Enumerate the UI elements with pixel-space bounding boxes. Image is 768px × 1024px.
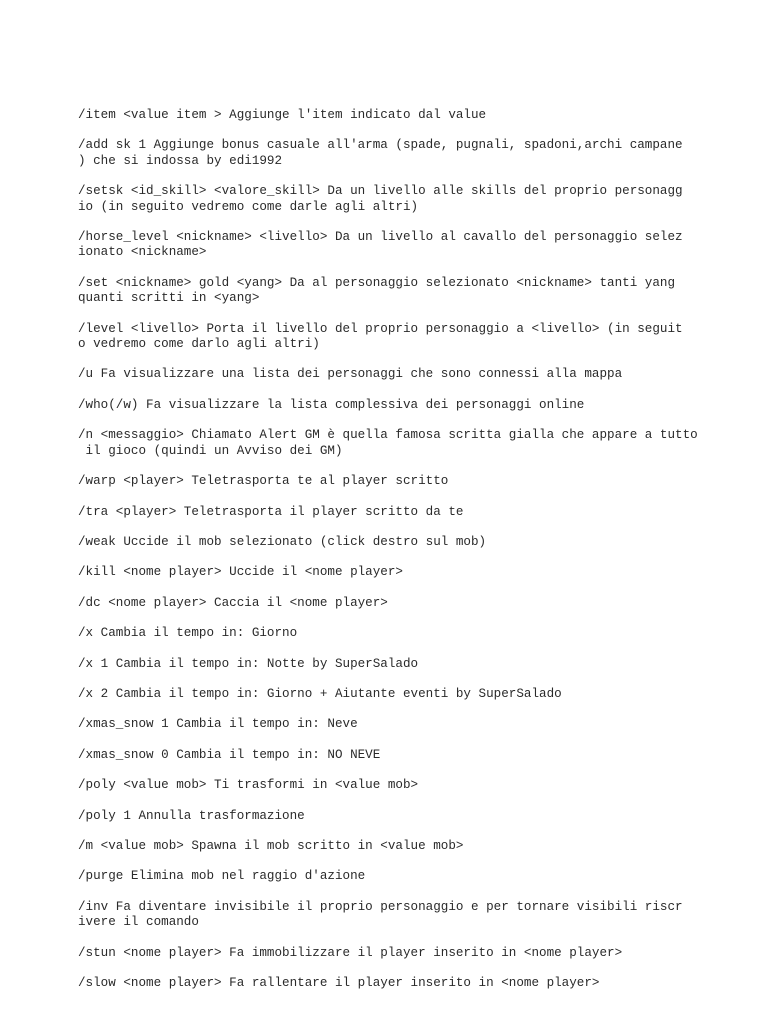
command-list — [78, 108, 718, 1006]
command-set-gold: /set <nickname> gold <yang> Da al personaggio selezionato <nickname> tanti yang quanti scritti in <yang> — [78, 275, 676, 306]
command-poly: /poly <value mob> Ti trasformi in <value mob> — [78, 778, 419, 793]
command-add-sk: /add sk 1 Aggiunge bonus casuale all'arma (spade, pugnali, spadoni,archi campane ) che si indossa by edi1992 — [78, 138, 683, 168]
command-weak: /weak Uccide il mob selezionato (click destro sul mob) — [78, 534, 487, 549]
command-u: /u Fa visualizzare una lista dei personaggi che sono connessi alla mappa — [78, 367, 623, 382]
command-x: /x Cambia il tempo in: Giorno — [78, 626, 298, 641]
command-xmas-snow-1: /xmas_snow 1 Cambia il tempo in: Neve — [78, 717, 358, 732]
command-poly-1: /poly 1 Annulla trasformazione — [78, 808, 305, 823]
command-inv: /inv Fa diventare invisibile il proprio personaggio e per tornare visibili riscr ivere il comando — [78, 899, 683, 930]
command-m: /m <value mob> Spawna il mob scritto in <value mob> — [78, 838, 464, 853]
command-who: /who(/w) Fa visualizzare la lista complessiva dei personaggi online — [78, 397, 585, 412]
command-x-2: /x 2 Cambia il tempo in: Giorno + Aiutante eventi by SuperSalado — [78, 686, 562, 701]
command-stun: /stun <nome player> Fa immobilizzare il player inserito in <nome player> — [78, 945, 623, 960]
command-slow: /slow <nome player> Fa rallentare il player inserito in <nome player> — [78, 976, 600, 990]
command-horse-level: /horse_level <nickname> <livello> Da un livello al cavallo del personaggio selez ionato <nickname> — [78, 230, 683, 260]
command-purge: /purge Elimina mob nel raggio d'azione — [78, 869, 366, 884]
command-dc: /dc <nome player> Caccia il <nome player> — [78, 595, 388, 610]
command-setsk: /setsk <id_skill> <valore_skill> Da un livello alle skills del proprio personagg io (in seguito vedremo come darle agli altri) — [78, 184, 683, 214]
command-n: /n <messaggio> Chiamato Alert GM è quella famosa scritta gialla che appare a tutto il gioco (quindi un Avviso dei GM) — [78, 428, 698, 458]
command-xmas-snow-0: /xmas_snow 0 Cambia il tempo in: NO NEVE — [78, 747, 381, 762]
command-level: /level <livello> Porta il livello del proprio personaggio a <livello> (in seguit o vedremo come darlo agli altri) — [78, 321, 683, 352]
command-x-1: /x 1 Cambia il tempo in: Notte by SuperSalado — [78, 656, 419, 671]
command-warp: /warp <player> Teletrasporta te al player scritto — [78, 474, 449, 489]
command-kill: /kill <nome player> Uccide il <nome player> — [78, 565, 403, 580]
command-tra: /tra <player> Teletrasporta il player scritto da te — [78, 504, 464, 519]
command-item: /item <value item > Aggiunge l'item indicato dal value — [78, 108, 487, 122]
